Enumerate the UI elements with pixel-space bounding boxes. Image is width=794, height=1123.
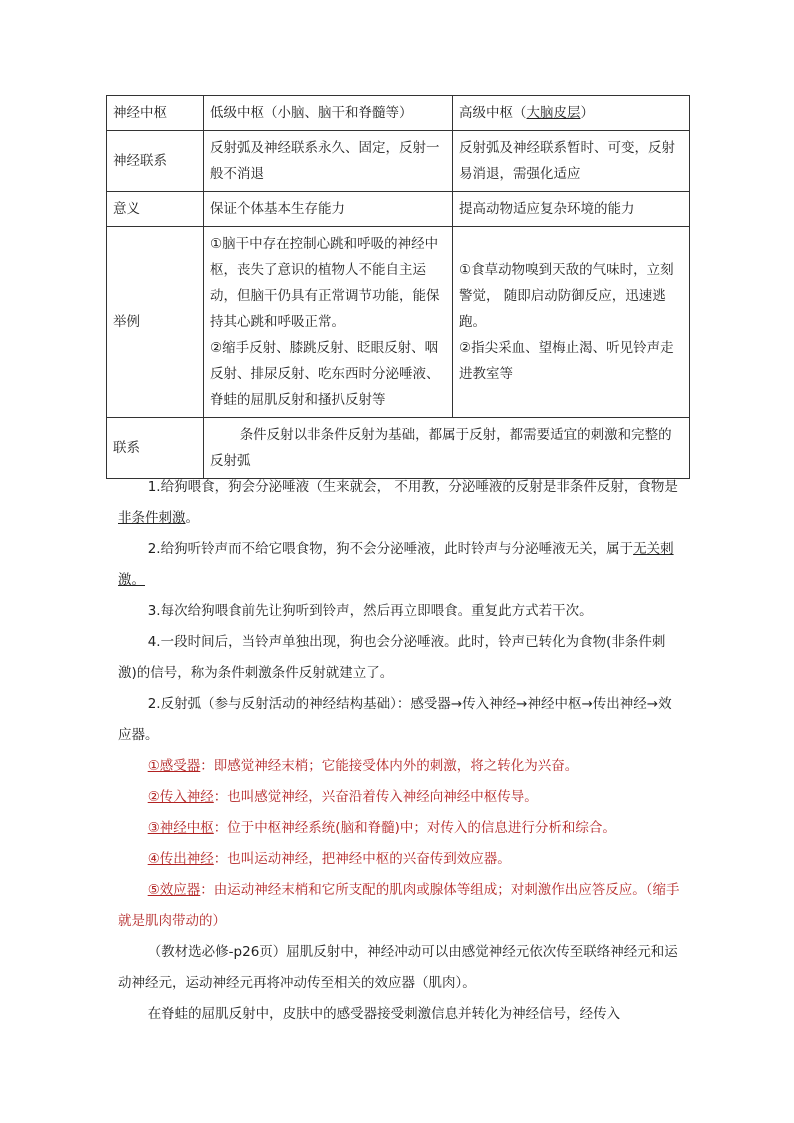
table-row — [107, 418, 690, 479]
underlined-term: ①感受器 — [147, 758, 201, 774]
comparison-table — [106, 95, 690, 479]
table-row — [107, 131, 690, 192]
underlined-term: ④传出神经 — [147, 851, 214, 867]
underlined-term: ③神经中枢 — [147, 820, 214, 836]
paragraph: （教材选必修-p26页）屈肌反射中，神经冲动可以由感觉神经元依次传至联络神经元和运动神经元，运动神经元再将冲动传至相关的效应器（肌肉）。 — [118, 944, 678, 991]
table-cell — [204, 227, 453, 418]
row-label: 联系 — [107, 418, 204, 479]
paragraph — [118, 534, 684, 596]
row-label: 神经中枢 — [107, 96, 204, 131]
underlined-text: 无关刺激。 — [118, 541, 674, 588]
paragraph — [118, 844, 684, 875]
cell-text: 高级中枢（ — [459, 105, 527, 121]
paragraph — [118, 751, 684, 782]
table-cell: 提高动物适应复杂环境的能力 — [453, 192, 690, 227]
example-text: ①食草动物嗅到天敌的气味时，立刻警觉， 随即启动防御反应，迅速逃跑。 — [459, 262, 674, 330]
cell-underlined-text: 大脑皮层 — [526, 105, 581, 121]
table-cell: 条件反射以非条件反射为基础，都属于反射，都需要适宜的刺激和完整的反射弧 — [204, 418, 690, 479]
underlined-term: ②传入神经 — [147, 789, 214, 805]
row-label: 神经联系 — [107, 131, 204, 192]
text: ：也叫感觉神经，兴奋沿着传入神经向神经中枢传导。 — [213, 789, 538, 805]
row-label: 意义 — [107, 192, 204, 227]
text: 。 — [185, 510, 199, 526]
table-cell: 反射弧及神经联系暂时、可变，反射易消退，需强化适应 — [453, 131, 690, 192]
table-cell: 保证个体基本生存能力 — [204, 192, 453, 227]
example-text: ①脑干中存在控制心跳和呼吸的神经中枢，丧失了意识的植物人不能自主运动，但脑干仍具有正常调节功能，能保持其心跳和呼吸正常。 — [210, 236, 440, 330]
table-cell: 反射弧及神经联系永久、固定，反射一般不消退 — [204, 131, 453, 192]
text: ：由运动神经末梢和它所支配的肌肉或腺体等组成；对刺激作出应答反应。（缩手就是肌肉带动的） — [118, 882, 680, 929]
table-row — [107, 192, 690, 227]
example-text: ②指尖采血、望梅止渴、听见铃声走进教室等 — [459, 340, 674, 382]
text: ：也叫运动神经，把神经中枢的兴奋传到效应器。 — [213, 851, 511, 867]
table-cell — [453, 227, 690, 418]
low-center-cell: 低级中枢（小脑、脑干和脊髓等） — [204, 96, 453, 131]
table-row — [107, 96, 690, 131]
paragraph: 在脊蛙的屈肌反射中，皮肤中的感受器接受刺激信息并转化为神经信号，经传入 — [147, 1006, 621, 1022]
text: ：位于中枢神经系统(脑和脊髓)中；对传入的信息进行分析和综合。 — [213, 820, 616, 836]
cell-text: ） — [580, 105, 594, 121]
table-row — [107, 227, 690, 418]
paragraph — [118, 813, 684, 844]
underlined-term: ⑤效应器 — [147, 882, 201, 898]
paragraph — [118, 472, 684, 534]
row-label: 举例 — [107, 227, 204, 418]
text: ：即感觉神经末梢；它能接受体内外的刺激，将之转化为兴奋。 — [200, 758, 579, 774]
paragraph — [118, 782, 684, 813]
paragraph — [118, 875, 684, 937]
underlined-text: 非条件刺激 — [118, 510, 186, 526]
paragraph: 3.每次给狗喂食前先让狗听到铃声，然后再立即喂食。重复此方式若干次。 — [147, 603, 593, 619]
paragraph: 4.一段时间后，当铃声单独出现，狗也会分泌唾液。此时，铃声已转化为食物(非条件刺激)的信号，称为条件刺激条件反射就建立了。 — [118, 634, 666, 681]
paragraph: 2.反射弧（参与反射活动的神经结构基础）：感受器→传入神经→神经中枢→传出神经→效应器。 — [118, 696, 672, 743]
high-center-cell — [453, 96, 690, 131]
example-text: ②缩手反射、膝跳反射、眨眼反射、咽反射、排尿反射、吃东西时分泌唾液、脊蛙的屈肌反射和搔扒反射等 — [210, 340, 440, 408]
text: 2.给狗听铃声而不给它喂食物，狗不会分泌唾液，此时铃声与分泌唾液无关，属于 — [147, 541, 634, 557]
text: 1.给狗喂食，狗会分泌唾液（生来就会， 不用教，分泌唾液的反射是非条件反射，食物是 — [147, 479, 678, 495]
